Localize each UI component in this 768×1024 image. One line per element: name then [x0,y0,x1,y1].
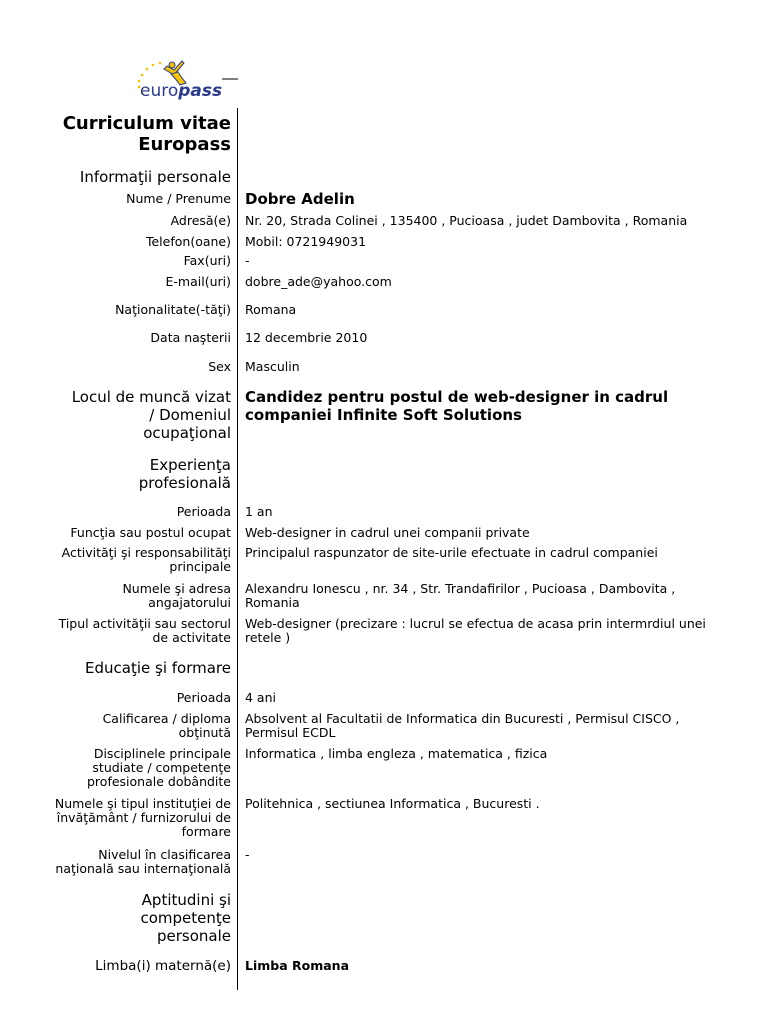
sector-label-line1: Tipul activităţii sau sectorul [58,616,231,631]
job-value-line1: Candidez pentru postul de web-designer in cadrul [245,388,669,406]
sector-value-line2: retele ) [245,630,291,645]
name-value: Dobre Adelin [245,190,355,208]
nationality-value: Romana [245,302,297,317]
birth-date-label: Data naşterii [150,330,231,345]
europass-logo [134,55,244,105]
section-skills-heading-line3: personale [156,927,231,945]
employer-label-line2: angajatorului [148,595,231,610]
section-personal-heading: Informaţii personale [79,168,231,186]
address-label: Adresă(e) [170,213,231,228]
job-label-line1: Locul de muncă vizat [71,388,231,406]
job-label-line3: ocupaţional [143,424,231,442]
europass-wordmark [140,81,222,101]
subjects-label-line2: studiate / competenţe [92,760,231,775]
nationality-label: Naţionalitate(-tăţi) [115,302,231,317]
section-education-heading: Educaţie şi formare [85,659,231,677]
education-period-label: Perioada [176,690,231,705]
activities-value: Principalul raspunzator de site-urile efectuate in cadrul companiei [245,545,658,560]
experience-period-value: 1 an [245,504,273,519]
phone-value: Mobil: 0721949031 [245,234,367,249]
sex-value: Masculin [245,359,300,374]
subjects-label-line1: Disciplinele principale [93,746,231,761]
cv-title-line2: Europass [138,134,231,155]
institution-label-line3: formare [181,824,231,839]
institution-label-line1: Numele şi tipul instituţiei de [54,796,231,811]
position-value: Web-designer in cadrul unei companii private [245,525,530,540]
employer-value-line1: Alexandru Ionescu , nr. 34 , Str. Trandafirilor , Pucioasa , Dambovita , [245,581,676,596]
column-divider [237,108,238,990]
fax-value: - [245,253,250,268]
job-value-line2: companiei Infinite Soft Solutions [245,406,522,424]
birth-date-value: 12 decembrie 2010 [245,330,368,345]
experience-period-label: Perioada [176,504,231,519]
subjects-label-line3: profesionale dobândite [87,774,231,789]
wordmark-pass: pass [178,81,223,101]
address-value: Nr. 20, Strada Colinei , 135400 , Pucioasa , judet Dambovita , Romania [245,213,688,228]
fax-label: Fax(uri) [183,253,231,268]
activities-label-line1: Activităţi şi responsabilităţi [61,545,231,560]
section-experience-heading-line2: profesională [138,474,231,492]
mother-tongue-label: Limba(i) maternă(e) [95,958,231,974]
activities-label-line2: principale [169,559,231,574]
institution-value: Politehnica , sectiunea Informatica , Bucuresti . [245,796,540,811]
position-label: Funcţia sau postul ocupat [70,525,231,540]
level-label-line1: Nivelul în clasificarea [98,847,231,862]
mother-tongue-value: Limba Romana [245,958,350,973]
qualification-value-line2: Permisul ECDL [245,725,336,740]
level-value: - [245,847,250,862]
education-period-value: 4 ani [245,690,276,705]
email-value: dobre_ade@yahoo.com [245,274,392,289]
email-label: E-mail(uri) [165,274,231,289]
cv-title-line1: Curriculum vitae [62,113,231,134]
employer-label-line1: Numele şi adresa [122,581,231,596]
section-experience-heading-line1: Experienţa [149,456,231,474]
wordmark-euro: euro [140,81,179,101]
sector-label-line2: de activitate [152,630,231,645]
employer-value-line2: Romania [245,595,300,610]
qualification-label-line2: obţinută [178,725,231,740]
institution-label-line2: învăţământ / furnizorului de [56,810,231,825]
sex-label: Sex [208,359,231,374]
qualification-label-line1: Calificarea / diploma [102,711,231,726]
job-label-line2: / Domeniul [149,406,231,424]
qualification-value-line1: Absolvent al Facultatii de Informatica din Bucuresti , Permisul CISCO , [245,711,680,726]
sector-value-line1: Web-designer (precizare : lucrul se efectua de acasa prin intermrdiul unei [245,616,706,631]
level-label-line2: naţională sau internaţională [55,861,231,876]
section-skills-heading-line2: competenţe [140,909,231,927]
name-label: Nume / Prenume [126,191,231,206]
phone-label: Telefon(oane) [145,234,231,249]
section-skills-heading-line1: Aptitudini şi [141,891,231,909]
subjects-value: Informatica , limba engleza , matematica , fizica [245,746,548,761]
